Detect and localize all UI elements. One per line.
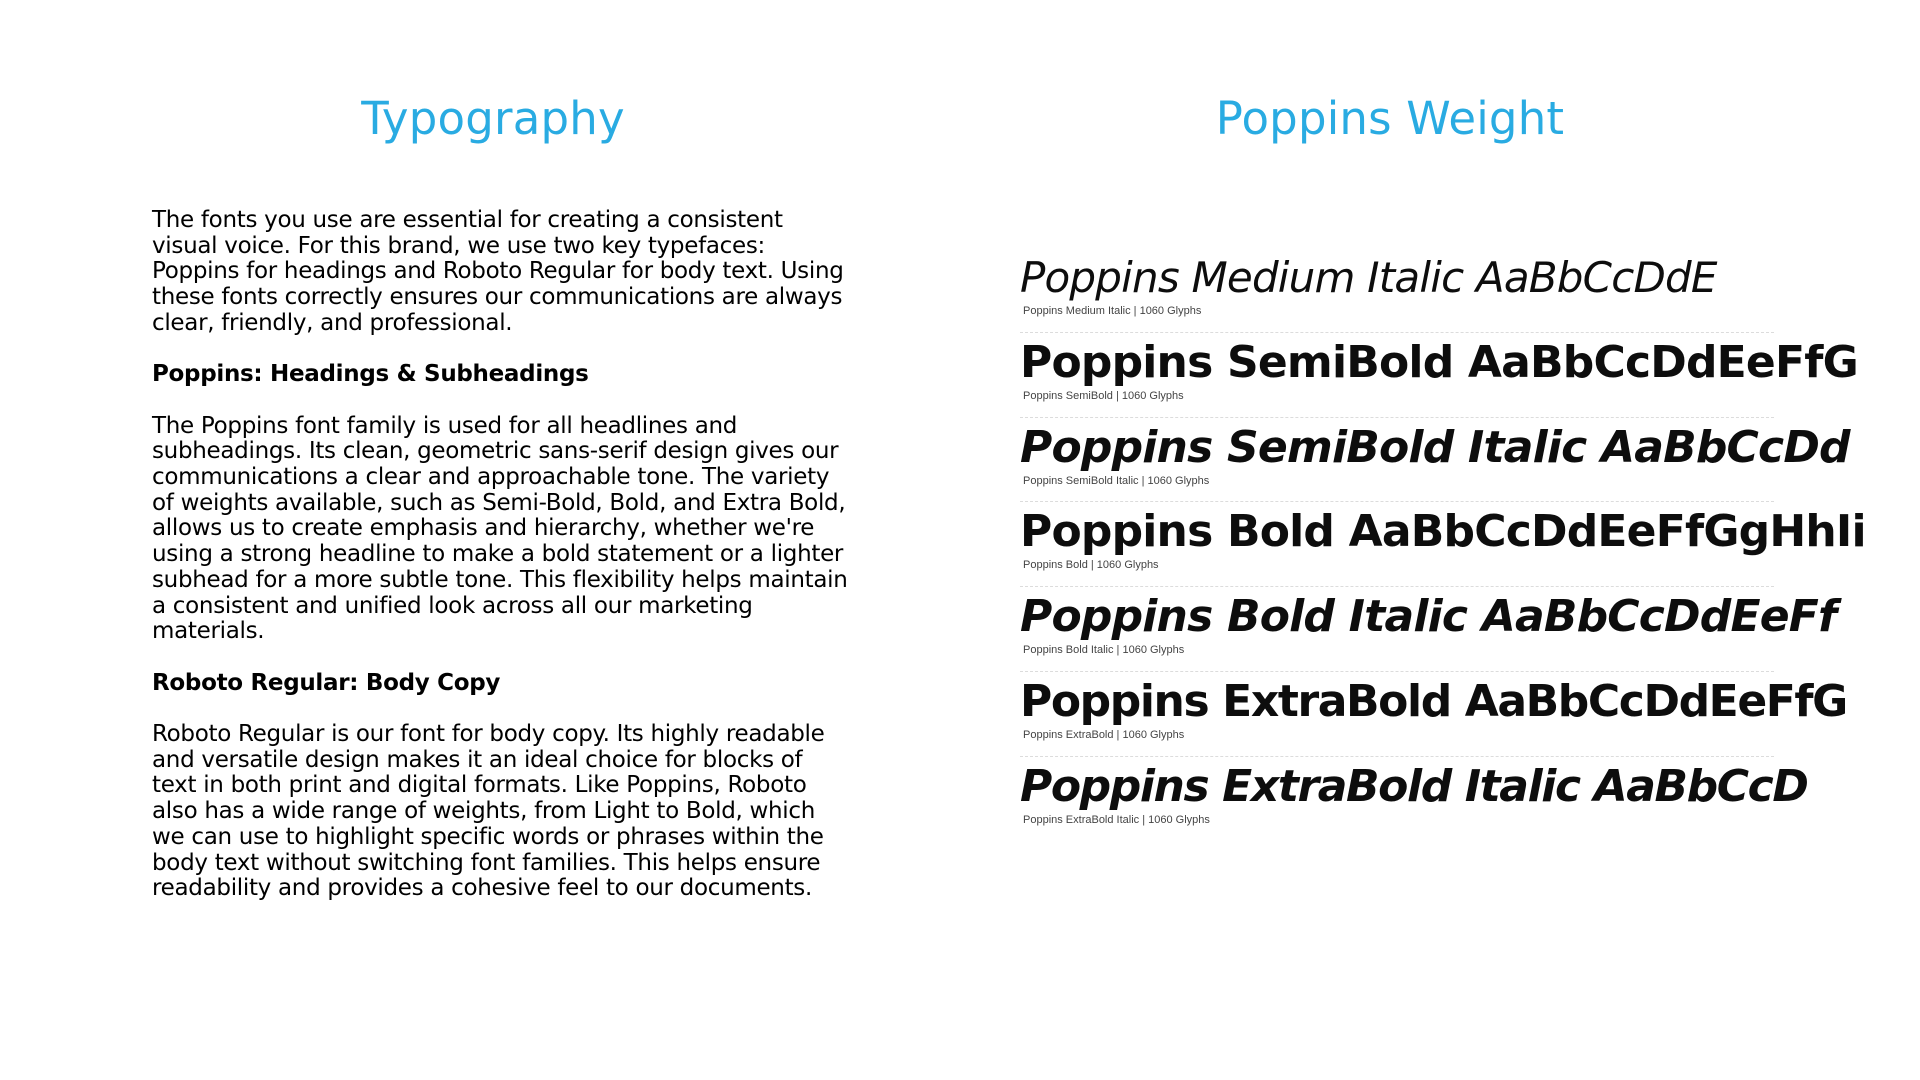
typography-description (152, 208, 852, 928)
poppins-paragraph: The Poppins font family is used for all headlines and subheadings. Its clean, geometric sans-serif design gives our communications a clear and approachable tone. The variety of weights available, such as Semi-Bold, Bold, and Extra Bold, allows us to create emphasis and hierarchy, whether we're using a strong headline to make a bold statement or a lighter subhead for a more subtle tone. This flexibility helps maintain a consistent and unified look across all our marketing materials. (152, 412, 848, 645)
weight-row-extrabold (1020, 672, 1847, 757)
weight-row-bold-italic (1020, 587, 1837, 672)
weight-caption: Poppins ExtraBold | 1060 Glyphs (1023, 728, 1185, 741)
weight-sample: Poppins ExtraBold Italic AaBbCcD (1020, 760, 1808, 812)
weight-row-bold (1020, 502, 1866, 587)
weight-sample: Poppins Medium Italic AaBbCcDdE (1020, 253, 1717, 302)
weight-caption: Poppins ExtraBold Italic | 1060 Glyphs (1023, 813, 1210, 826)
intro-paragraph: The fonts you use are essential for creating a consistent visual voice. For this brand, we use two key typefaces: Poppins for headings and Roboto Regular for body text. Using these fonts correctly ensures our communications are always clear, friendly, and professional. (152, 207, 844, 336)
roboto-subheading: Roboto Regular: Body Copy (152, 669, 501, 696)
weight-sample: Poppins Bold AaBbCcDdEeFfGgHhIi (1020, 506, 1866, 558)
weight-row-medium-italic (1020, 248, 1774, 333)
weight-sample: Poppins ExtraBold AaBbCcDdEeFfG (1020, 675, 1847, 727)
weight-sample: Poppins Bold Italic AaBbCcDdEeFf (1020, 591, 1837, 643)
weight-row-semibold (1020, 333, 1858, 418)
poppins-weight-title: Poppins Weight (1215, 92, 1565, 145)
weight-caption: Poppins Bold Italic | 1060 Glyphs (1023, 644, 1185, 657)
weight-caption: Poppins SemiBold | 1060 Glyphs (1023, 389, 1184, 402)
weight-caption: Poppins Medium Italic | 1060 Glyphs (1023, 305, 1202, 317)
weight-sample: Poppins SemiBold Italic AaBbCcDd (1020, 421, 1850, 473)
weight-caption: Poppins Bold | 1060 Glyphs (1023, 559, 1159, 572)
weight-sample: Poppins SemiBold AaBbCcDdEeFfG (1020, 336, 1858, 388)
weight-row-extrabold-italic (1020, 757, 1808, 842)
weight-row-semibold-italic (1020, 418, 1850, 503)
weight-caption: Poppins SemiBold Italic | 1060 Glyphs (1023, 474, 1210, 487)
poppins-subheading: Poppins: Headings & Subheadings (152, 361, 589, 388)
roboto-paragraph: Roboto Regular is our font for body copy. Its highly readable and versatile design makes it an ideal choice for blocks of text in both print and digital formats. Like Poppins, Roboto also has a wide range of weights, from Light to Bold, which we can use to highlight specific words or phrases within the body text without switching font families. This helps ensure readability and provides a cohesive feel to our documents. (152, 721, 825, 902)
typography-title: Typography (361, 92, 625, 145)
poppins-weight-specimen-list (1020, 248, 1866, 842)
